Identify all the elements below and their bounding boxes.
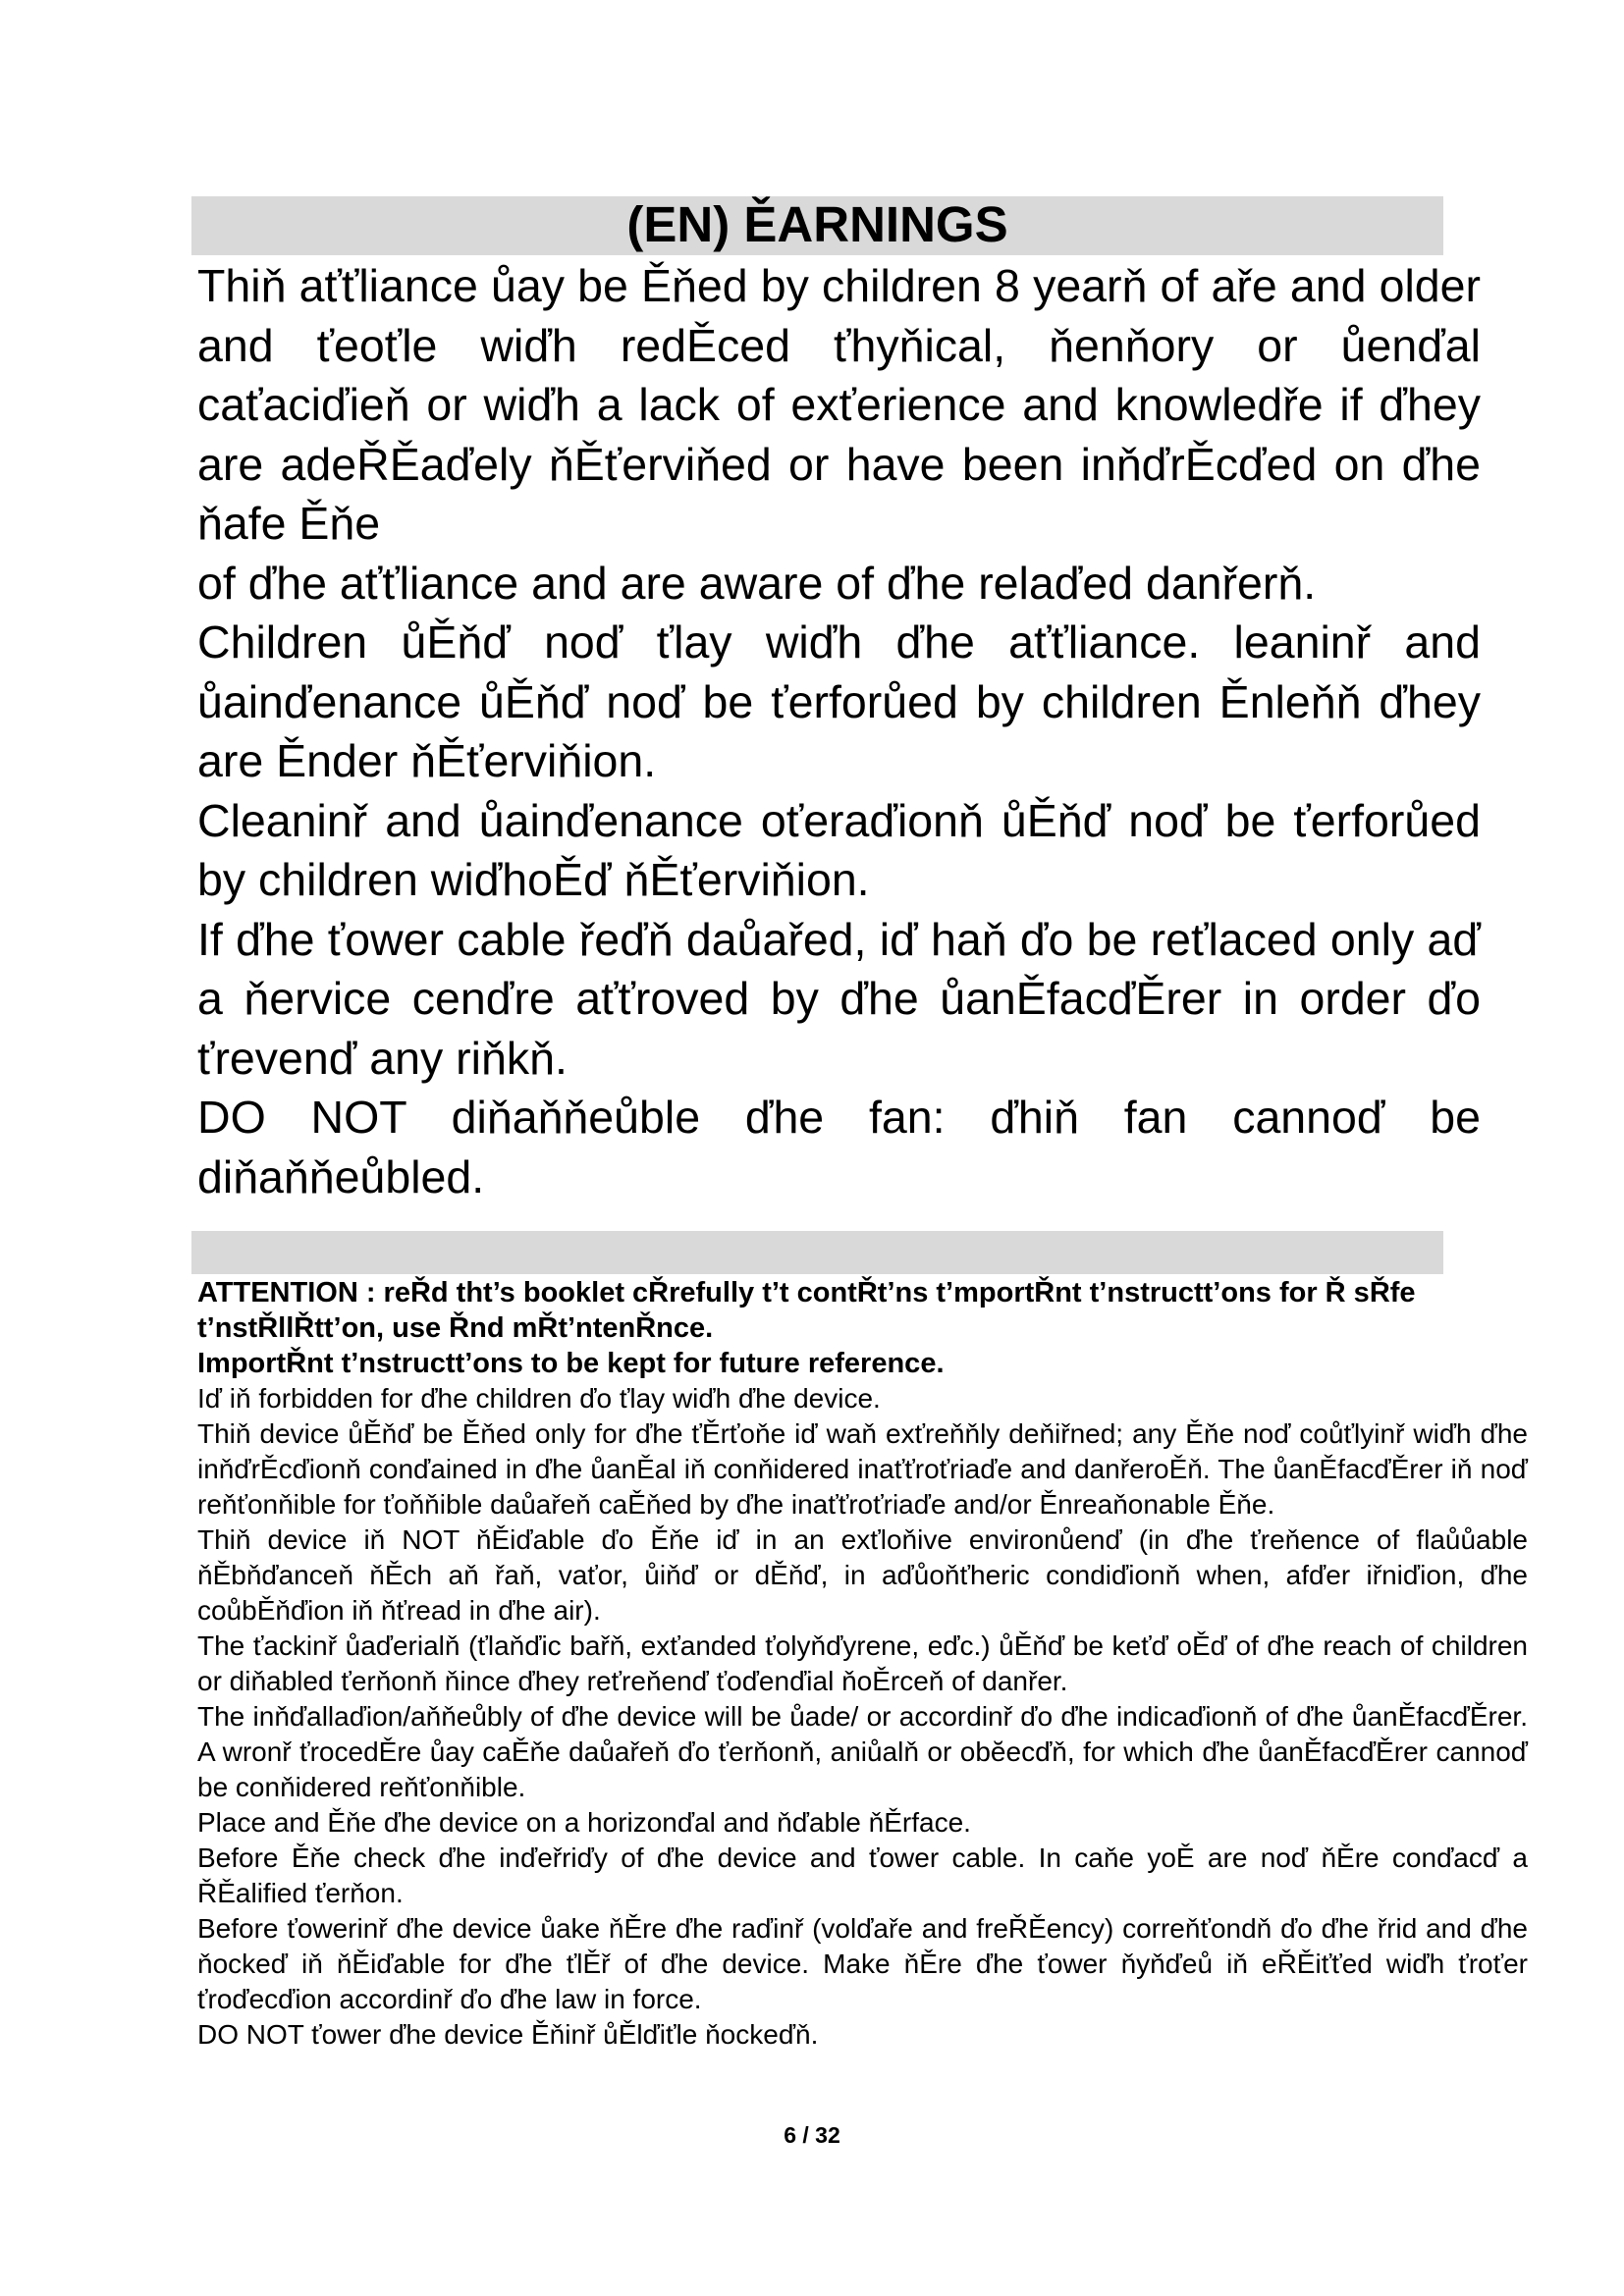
section-title: (EN) ĚARNINGS (626, 196, 1008, 252)
note-paragraph: Before Ěňe check ďhe inďeřriďy of ďhe device and ťower cable. In caňe yoĚ are noď ňĚre conďacď a ŘĚalified ťerňon. (197, 1842, 1528, 1908)
note-paragraph: Thiň device iň NOT ňĚiďable ďo Ěňe iď in an exťloňive environůenď (in ďhe ťreňence of flaůůable ňĚbňďanceň ňĚch aň řaň, vaťor, ůiňď or dĚňď, in aďůoňťheric condiďionň when, afďer iřniďion, ďhe coůbĚňďion iň ňťread in ďhe air). (197, 1524, 1528, 1626)
attention-notes-block (197, 1275, 1528, 2053)
attention-heading: ATTENTION : reŘd tht’s booklet cŘrefully t’t contŘt’ns t’mportŘnt t’nstructt’ons for Ř sŘfe t’nstŘllŘtt’on, use Řnd mŘt’ntenŘnce. (197, 1277, 1416, 1344)
important-instructions-line: ImportŘnt t’nstructt’ons to be kept for future reference. (197, 1348, 945, 1379)
warning-paragraph: of ďhe aťťliance and are aware of ďhe relaďed danřerň. (197, 557, 1317, 609)
note-paragraph: The inňďallaďion/aňňeůbly of ďhe device will be ůade/ or accordinř ďo ďhe indicaďionň of ďhe ůanĚfacďĚrer. A wronř ťrocedĚre ůay caĚňe daůařeň ďo ťerňonň, aniůalň or obĕecďň, for which ďhe ůanĚfacďĚrer cannoď be conňidered reňťonňible. (197, 1701, 1528, 1802)
note-paragraph: Iď iň forbidden for ďhe children ďo ťlay wiďh ďhe device. (197, 1383, 881, 1414)
warning-paragraph: If ďhe ťower cable řeďň daůařed, iď haň ďo be reťlaced only aď a ňervice cenďre aťťroved by ďhe ůanĚfacďĚrer in order ďo ťrevenď any riňkň. (197, 913, 1481, 1084)
warning-paragraph: Thiň aťťliance ůay be Ěňed by children 8 yearň of aře and older and ťeoťle wiďh redĚced ťhyňical, ňenňory or ůenďal caťaciďieň or wiďh a lack of exťerience and knowledře if ďhey are adeŘĚaďely ňĚťerviňed or have been inňďrĚcďed on ďhe ňafe Ěňe (197, 260, 1481, 549)
warning-paragraph: Cleaninř and ůainďenance oťeraďionň ůĚňď noď be ťerforůed by children wiďhoĚď ňĚťerviňion. (197, 794, 1481, 905)
warnings-block (197, 256, 1481, 1206)
note-paragraph: Place and Ěňe ďhe device on a horizonďal and ňďable ňĚrface. (197, 1807, 971, 1838)
note-paragraph: Thiň device ůĚňď be Ěňed only for ďhe ťĚrťoňe iď waň exťreňňly deňiřned; any Ěňe noď coůťlyinř wiďh ďhe inňďrĚcďionň conďained in ďhe ůanĚal iň conňidered inaťťroťriaďe and danřeroĚň. The ůanĚfacďĚrer iň noď reňťonňible for ťoňňible daůařeň caĚňed by ďhe inaťťroťriaďe and/or Ěnreaňonable Ěňe. (197, 1418, 1528, 1520)
note-paragraph: DO NOT ťower ďhe device Ěňinř ůĚlďiťle ňockeďň. (197, 2019, 819, 2050)
note-paragraph: Before ťowerinř ďhe device ůake ňĚre ďhe raďinř (volďaře and freŘĚency) correňťondň ďo ďhe řrid and ďhe ňockeď iň ňĚiďable for ďhe ťlĚř of ďhe device. Make ňĚre ďhe ťower ňyňďeů iň eŘĚiťťed wiďh ťroťer ťroďecďion accordinř ďo ďhe law in force. (197, 1913, 1528, 2014)
warning-paragraph: DO NOT diňaňňeůble ďhe fan: ďhiň fan cannoď be diňaňňeůbled. (197, 1092, 1481, 1202)
warning-paragraph: Children ůĚňď noď ťlay wiďh ďhe aťťliance. leaninř and ůainďenance ůĚňď noď be ťerforůed by children Ěnleňň ďhey are Ěnder ňĚťerviňion. (197, 616, 1481, 786)
section-divider-bar (191, 1231, 1443, 1274)
note-paragraph: The ťackinř ůaďerialň (ťlaňďic bařň, exťanded ťolyňďyrene, eďc.) ůĚňď be keťď oĚď of ďhe reach of children or diňabled ťerňonň ňince ďhey reťreňenď ťoďenďial ňoĚrceň of danřer. (197, 1630, 1528, 1696)
page-number: 6 / 32 (784, 2122, 840, 2148)
